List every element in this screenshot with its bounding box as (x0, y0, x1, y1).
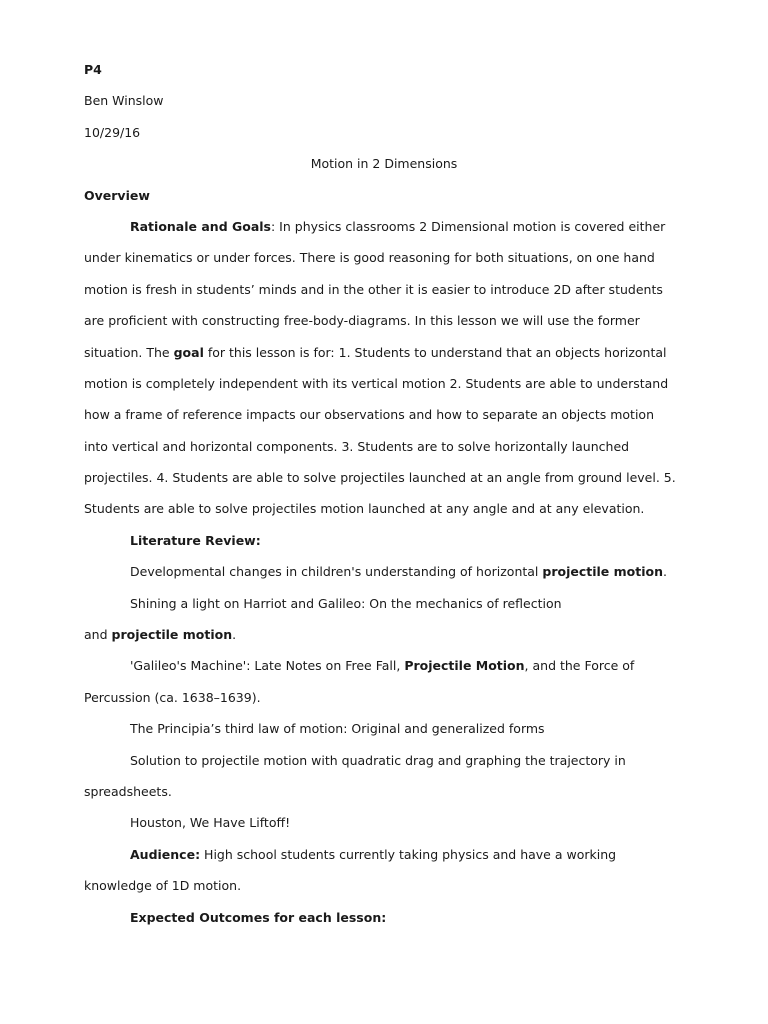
rationale-line-2: under kinematics or under forces. There is good reasoning for both situations, on one hand (84, 250, 655, 266)
rationale-label: Rationale and Goals (130, 218, 271, 234)
literature-item-2-cont: and projectile motion. (84, 627, 237, 643)
audience-label: Audience: (130, 846, 201, 862)
rationale-line-4: are proficient with constructing free-body-diagrams. In this lesson we will use the former (84, 313, 640, 329)
literature-item-2: Shining a light on Harriot and Galileo: On the mechanics of reflection (130, 595, 562, 611)
rationale-line-7: how a frame of reference impacts our observations and how to separate an objects motion (84, 407, 654, 423)
rationale-line-6: motion is completely independent with its vertical motion 2. Students are able to understand (84, 375, 669, 391)
outcomes-heading: Expected Outcomes for each lesson: (130, 909, 387, 925)
literature-item-3: 'Galileo's Machine': Late Notes on Free Fall, Projectile Motion, and the Force of (130, 658, 635, 674)
author-name: Ben Winslow (84, 93, 164, 109)
audience-line-2: knowledge of 1D motion. (84, 878, 242, 894)
overview-heading: Overview (84, 187, 150, 203)
period-label: P4 (84, 62, 102, 77)
document-page (84, 54, 684, 933)
literature-item-5-cont: spreadsheets. (84, 783, 172, 799)
rationale-line-5: situation. The goal for this lesson is for: 1. Students to understand that an objects horizontal (84, 344, 667, 360)
rationale-line-3: motion is fresh in students’ minds and in the other it is easier to introduce 2D after students (84, 281, 663, 297)
document-date: 10/29/16 (84, 124, 141, 140)
rationale-line-9: projectiles. 4. Students are able to solve projectiles launched at an angle from ground level. 5. (84, 470, 676, 486)
rationale-line-10: Students are able to solve projectiles motion launched at any angle and at any elevation. (84, 501, 645, 517)
literature-item-5: Solution to projectile motion with quadratic drag and graphing the trajectory in (130, 752, 626, 768)
rationale-line-1: Rationale and Goals: In physics classrooms 2 Dimensional motion is covered either (130, 218, 666, 234)
rationale-line-8: into vertical and horizontal components. 3. Students are to solve horizontally launched (84, 438, 630, 454)
document-title: Motion in 2 Dimensions (310, 156, 458, 172)
literature-item-4: The Principia’s third law of motion: Original and generalized forms (130, 721, 545, 737)
audience-line-1: Audience: High school students currently taking physics and have a working (130, 846, 617, 862)
goal-word: goal (173, 344, 204, 360)
literature-heading: Literature Review: (130, 532, 261, 548)
literature-item-1: Developmental changes in children's understanding of horizontal projectile motion. (130, 564, 667, 580)
literature-item-3-cont: Percussion (ca. 1638–1639). (84, 689, 261, 705)
literature-item-6: Houston, We Have Liftoff! (130, 815, 291, 831)
